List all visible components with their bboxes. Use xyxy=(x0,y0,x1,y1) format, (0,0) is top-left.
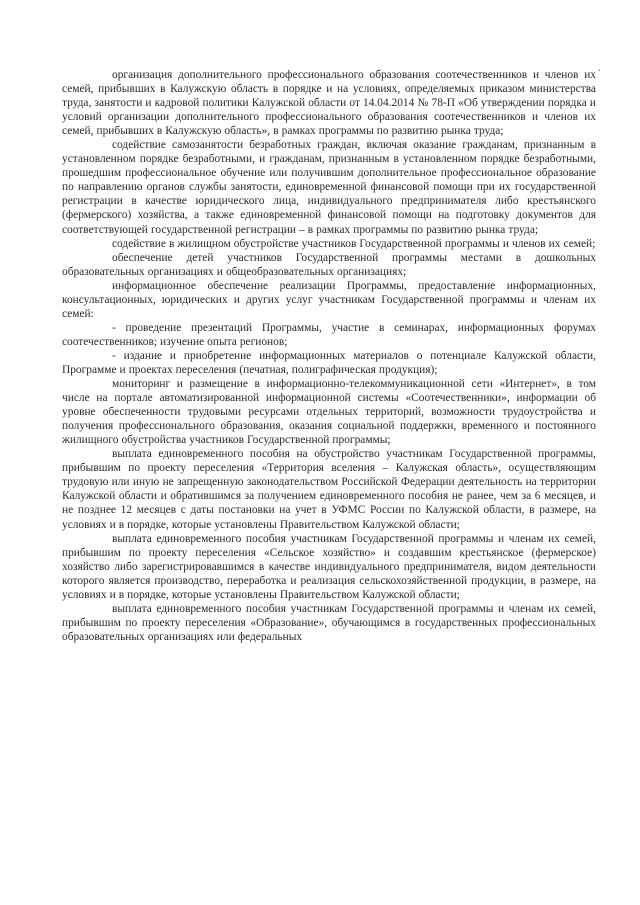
paragraph: обеспечение детей участников Государственной программы местами в дошкольных образовательных организациях и общеобразовательных организациях; xyxy=(62,251,596,278)
paragraph: мониторинг и размещение в информационно-телекоммуникационной сети «Интернет», в том числе на портале автоматизированной информационной системы «Соотечественники», информации об уровне обеспеченности трудовыми ресурсами отдельных территорий, возможности трудоустройства и получения профессионального образования, оказания социальной поддержки, временного и постоянного жилищного обустройства участников Государственной программы; xyxy=(62,378,596,447)
paragraph: выплата единовременного пособия участникам Государственной программы и членам их семей, прибывшим по проекту переселения «Сельское хозяйство» и создавшим крестьянское (фермерское) хозяйство либо зарегистрировавшимся в качестве индивидуального предпринимателя, видом деятельности которого является производство, переработка и реализация сельскохозяйственной продукции, в размере, на условиях и в порядке, которые установлены Правительством Калужской области; xyxy=(62,532,596,601)
corner-mark: . xyxy=(598,62,601,74)
paragraph: выплата единовременного пособия участникам Государственной программы и членам их семей, прибывшим по проекту переселения «Образование», обучающимся в государственных профессиональных образовательных организациях или федеральных xyxy=(62,602,596,643)
paragraph: организация дополнительного профессионального образования соотечественников и членов их семей, прибывших в Калужскую область в порядке и на условиях, определяемых приказом министерства труда, занятости и кадровой политики Калужской области от 14.04.2014 № 78-П «Об утверждении порядка и условий организации дополнительного профессионального образования соотечественников и членов их семей, прибывших в Калужскую область», в рамках программы по развитию рынка труда; xyxy=(62,69,596,138)
paragraph: - издание и приобретение информационных материалов о потенциале Калужской области, Программе и проектах переселения (печатная, полиграфическая продукция); xyxy=(62,349,596,376)
paragraph: содействие самозанятости безработных граждан, включая оказание гражданам, признанным в установленном порядке безработными, и гражданам, признанным в установленном порядке безработными, прошедшим профессиональное обучение или получившим дополнительное профессиональное образование по направлению органов службы занятости, единовременной финансовой помощи при их государственной регистрации в качестве юридического лица, индивидуального предпринимателя либо крестьянского (фермерского) хозяйства, а также единовременной финансовой помощи на подготовку документов для соответствующей государственной регистрации – в рамках программы по развитию рынка труда; xyxy=(62,139,596,236)
paragraph: содействие в жилищном обустройстве участников Государственной программы и членов их семей; xyxy=(112,237,596,250)
paragraph: информационное обеспечение реализации Программы, предоставление информационных, консультационных, юридических и других услуг участникам Государственной программы и членам их семей: xyxy=(62,279,596,320)
paragraph: выплата единовременного пособия на обустройство участникам Государственной программы, прибывшим по проекту переселения «Территория вселения – Калужская область», осуществляющим трудовую или иную не запрещенную законодательством Российской Федерации деятельность на территории Калужской области и обратившимся за получением единовременного пособия не ранее, чем за 6 месяцев, и не позднее 12 месяцев с даты постановки на учет в УФМС России по Калужской области, в размере, на условиях и в порядке, которые установлены Правительством Калужской области; xyxy=(62,448,596,531)
document-body xyxy=(62,68,596,644)
paragraph: - проведение презентаций Программы, участие в семинарах, информационных форумах соотечественников; изучение опыта регионов; xyxy=(62,321,596,348)
